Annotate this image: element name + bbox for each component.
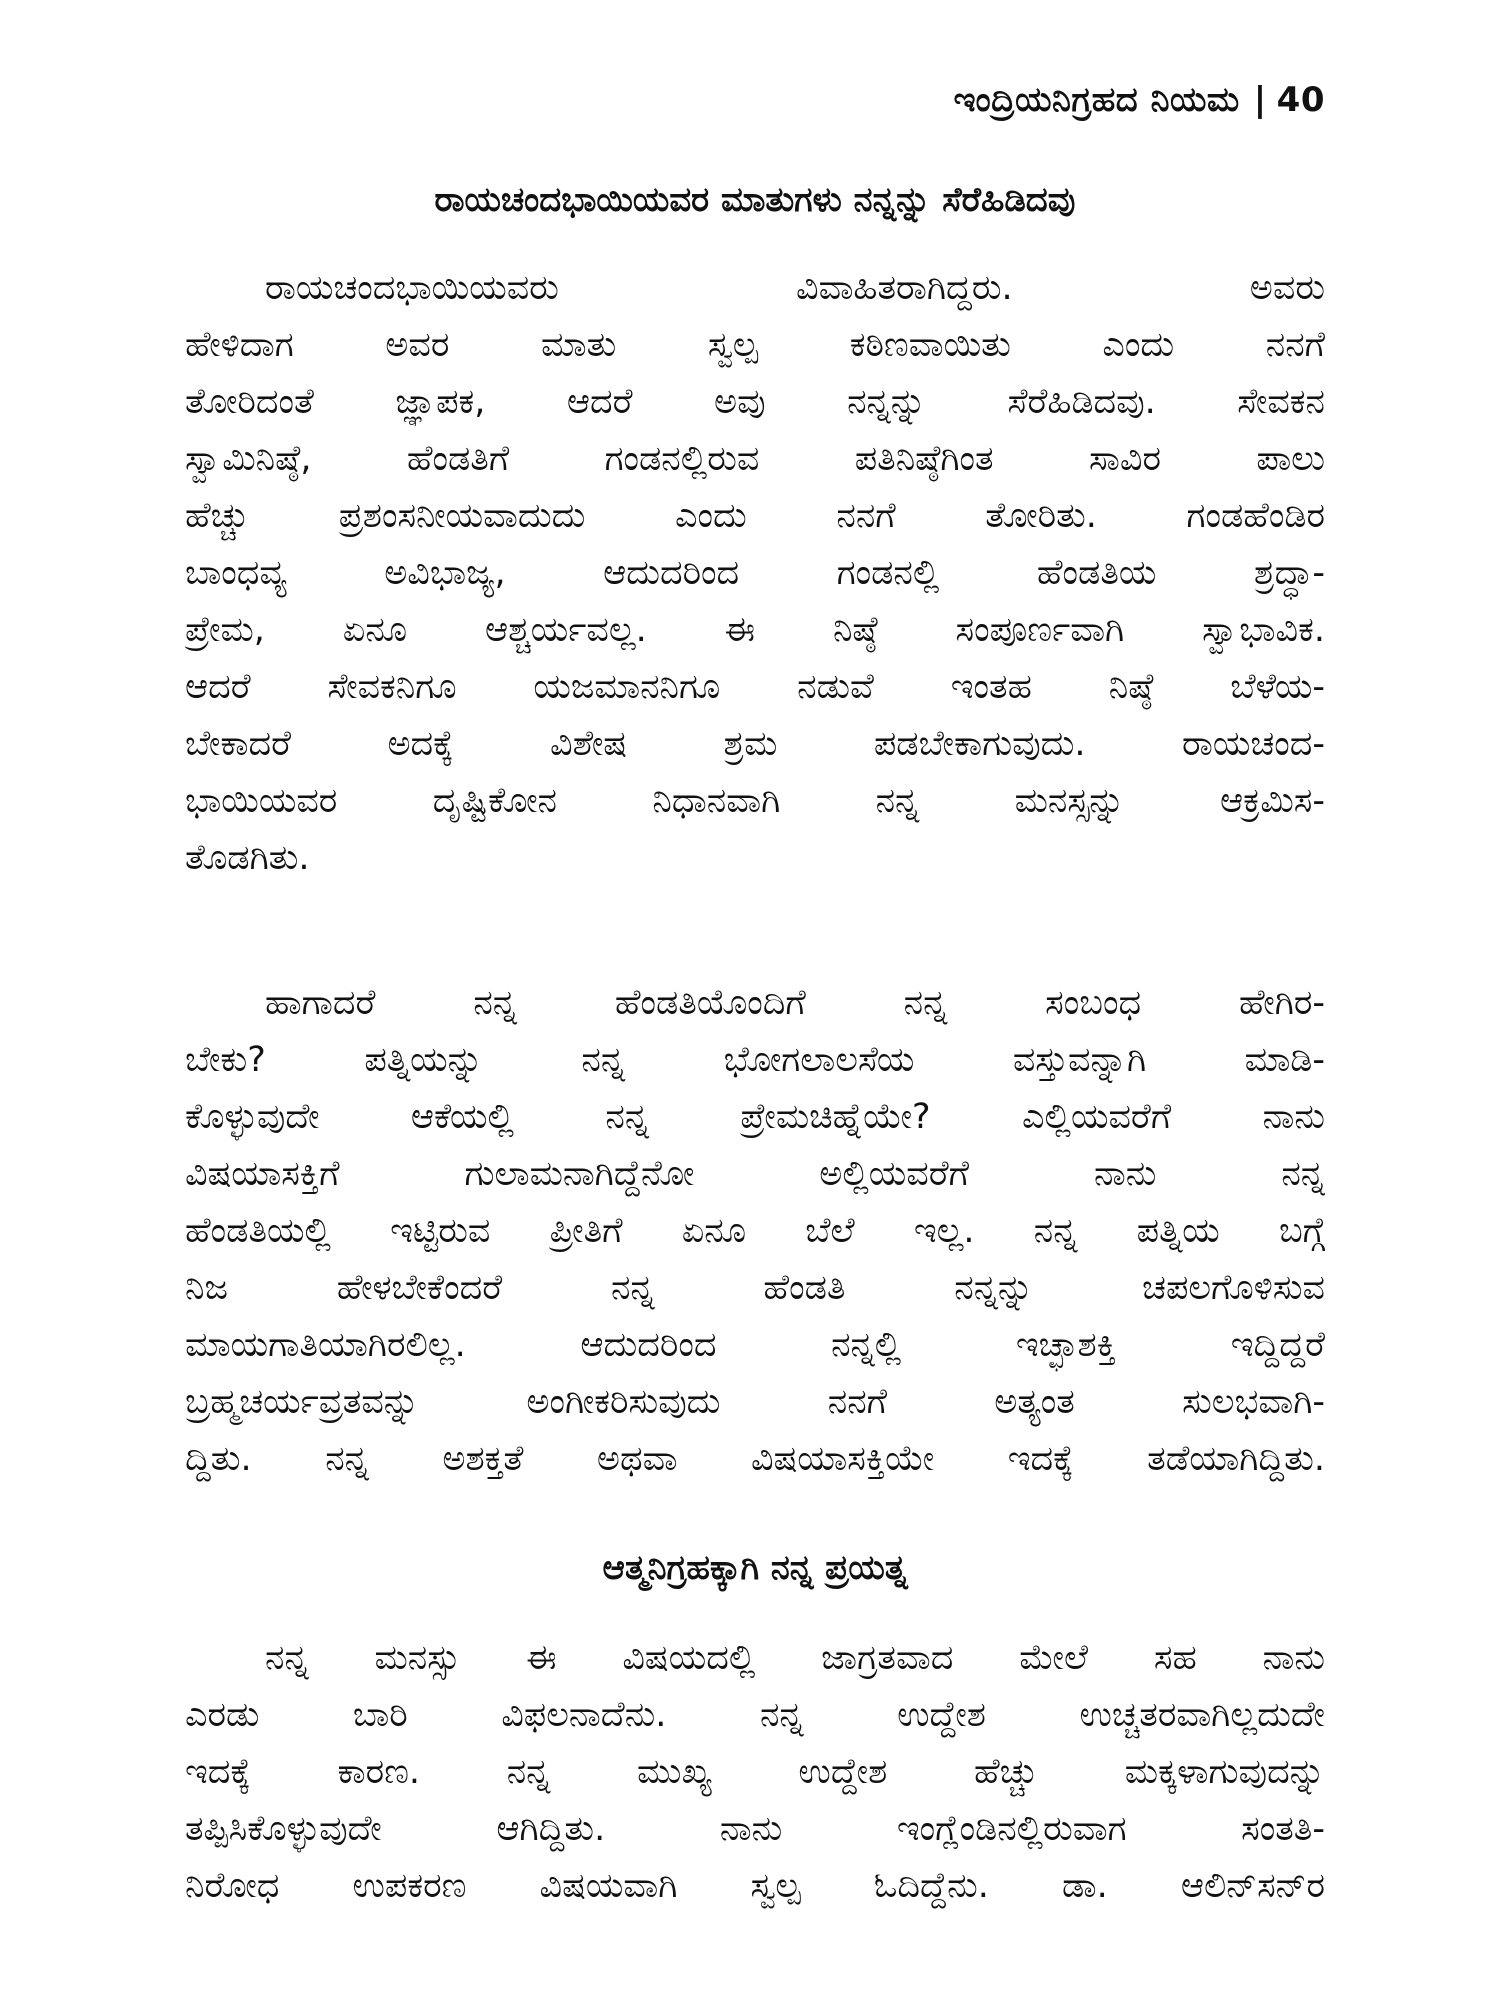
text-line: ಹಾಗಾದರೆ ನನ್ನ ಹೆಂಡತಿಯೊಂದಿಗೆ ನನ್ನ ಸಂಬಂಧ ಹೇಗಿರ- xyxy=(265,983,1325,1023)
text-line: ಹೆಂಡತಿಯಲ್ಲಿ ಇಟ್ಟಿರುವ ಪ್ರೀತಿಗೆ ಏನೂ ಬೆಲೆ ಇಲ್ಲ. ನನ್ನ ಪತ್ನಿಯ ಬಗ್ಗೆ xyxy=(185,1211,1325,1251)
text-line: ತೊಡಗಿತು. xyxy=(185,838,310,878)
text-line: ಪ್ರೇಮ, ಏನೂ ಆಶ್ಚರ್ಯವಲ್ಲ. ಈ ನಿಷ್ಠೆ ಸಂಪೂರ್ಣವಾಗಿ ಸ್ವಾಭಾವಿಕ. xyxy=(185,610,1325,650)
book-page xyxy=(185,70,1325,1970)
text-line: ಬೇಕಾದರೆ ಅದಕ್ಕೆ ವಿಶೇಷ ಶ್ರಮ ಪಡಬೇಕಾಗುವುದು. ರಾಯಚಂದ- xyxy=(185,724,1325,764)
text-line: ತೋರಿದಂತೆ ಜ್ಞಾಪಕ, ಆದರೆ ಅವು ನನ್ನನ್ನು ಸೆರೆಹಿಡಿದವು. ಸೇವಕನ xyxy=(185,382,1325,422)
page-number: 40 xyxy=(1276,80,1325,120)
text-line: ಸ್ವಾಮಿನಿಷ್ಠೆ, ಹೆಂಡತಿಗೆ ಗಂಡನಲ್ಲಿರುವ ಪತಿನಿಷ್ಠೆಗಿಂತ ಸಾವಿರ ಪಾಲು xyxy=(185,439,1325,479)
section-heading: ಆತ್ಮನಿಗ್ರಹಕ್ಕಾಗಿ ನನ್ನ ಪ್ರಯತ್ನ xyxy=(602,1548,908,1588)
text-line: ಮಾಯಗಾತಿಯಾಗಿರಲಿಲ್ಲ. ಆದುದರಿಂದ ನನ್ನಲ್ಲಿ ಇಚ್ಛಾಶಕ್ತಿ ಇದ್ದಿದ್ದರೆ xyxy=(185,1325,1325,1365)
text-line: ಬೇಕು? ಪತ್ನಿಯನ್ನು ನನ್ನ ಭೋಗಲಾಲಸೆಯ ವಸ್ತುವನ್ನಾಗಿ ಮಾಡಿ- xyxy=(185,1040,1325,1080)
text-line: ದ್ದಿತು. ನನ್ನ ಅಶಕ್ತತೆ ಅಥವಾ ವಿಷಯಾಸಕ್ತಿಯೇ ಇದಕ್ಕೆ ತಡೆಯಾಗಿದ್ದಿತು. xyxy=(185,1439,1325,1479)
section-heading: ರಾಯಚಂದಭಾಯಿಯವರ ಮಾತುಗಳು ನನ್ನನ್ನು ಸೆರೆಹಿಡಿದವು xyxy=(434,180,1076,220)
running-header xyxy=(953,80,1325,120)
paragraph xyxy=(185,975,1325,1488)
text-line: ನನ್ನ ಮನಸ್ಸು ಈ ವಿಷಯದಲ್ಲಿ ಜಾಗ್ರತವಾದ ಮೇಲೆ ಸಹ ನಾನು xyxy=(265,1638,1325,1678)
text-line: ಬಾಂಧವ್ಯ ಅವಿಭಾಜ್ಯ, ಆದುದರಿಂದ ಗಂಡನಲ್ಲಿ ಹೆಂಡತಿಯ ಶ್ರದ್ಧಾ- xyxy=(185,553,1325,593)
text-line: ಎರಡು ಬಾರಿ ವಿಫಲನಾದೆನು. ನನ್ನ ಉದ್ದೇಶ ಉಚ್ಚತರವಾಗಿಲ್ಲದುದೇ xyxy=(185,1695,1325,1735)
paragraph xyxy=(185,1630,1325,1915)
text-line: ನಿಜ ಹೇಳಬೇಕೆಂದರೆ ನನ್ನ ಹೆಂಡತಿ ನನ್ನನ್ನು ಚಪಲಗೊಳಿಸುವ xyxy=(185,1268,1325,1308)
text-line: ರಾಯಚಂದಭಾಯಿಯವರು ವಿವಾಹಿತರಾಗಿದ್ದರು. ಅವರು xyxy=(265,268,1325,308)
paragraph xyxy=(185,260,1325,887)
text-line: ಹೆಚ್ಚು ಪ್ರಶಂಸನೀಯವಾದುದು ಎಂದು ನನಗೆ ತೋರಿತು. ಗಂಡಹೆಂಡಿರ xyxy=(185,496,1325,536)
chapter-title: ಇಂದ್ರಿಯನಿಗ್ರಹದ ನಿಯಮ xyxy=(953,80,1240,120)
text-line: ತಪ್ಪಿಸಿಕೊಳ್ಳುವುದೇ ಆಗಿದ್ದಿತು. ನಾನು ಇಂಗ್ಲೆಂಡಿನಲ್ಲಿರುವಾಗ ಸಂತತಿ- xyxy=(185,1809,1325,1849)
text-line: ಭಾಯಿಯವರ ದೃಷ್ಟಿಕೋನ ನಿಧಾನವಾಗಿ ನನ್ನ ಮನಸ್ಸನ್ನು ಆಕ್ರಮಿಸ- xyxy=(185,781,1325,821)
text-line: ನಿರೋಧ ಉಪಕರಣ ವಿಷಯವಾಗಿ ಸ್ವಲ್ಪ ಓದಿದ್ದೆನು. ಡಾ. ಆಲಿನ್‌ಸನ್‌ರ xyxy=(185,1866,1325,1906)
header-separator: | xyxy=(1253,80,1267,120)
text-line: ಇದಕ್ಕೆ ಕಾರಣ. ನನ್ನ ಮುಖ್ಯ ಉದ್ದೇಶ ಹೆಚ್ಚು ಮಕ್ಕಳಾಗುವುದನ್ನು xyxy=(185,1752,1325,1792)
text-line: ವಿಷಯಾಸಕ್ತಿಗೆ ಗುಲಾಮನಾಗಿದ್ದೆನೋ ಅಲ್ಲಿಯವರೆಗೆ ನಾನು ನನ್ನ xyxy=(185,1154,1325,1194)
text-line: ಆದರೆ ಸೇವಕನಿಗೂ ಯಜಮಾನನಿಗೂ ನಡುವೆ ಇಂತಹ ನಿಷ್ಠೆ ಬೆಳೆಯ- xyxy=(185,667,1325,707)
text-line: ಕೊಳ್ಳುವುದೇ ಆಕೆಯಲ್ಲಿ ನನ್ನ ಪ್ರೇಮಚಿಹ್ನೆಯೇ? ಎಲ್ಲಿಯವರೆಗೆ ನಾನು xyxy=(185,1097,1325,1137)
text-line: ಬ್ರಹ್ಮಚರ್ಯವ್ರತವನ್ನು ಅಂಗೀಕರಿಸುವುದು ನನಗೆ ಅತ್ಯಂತ ಸುಲಭವಾಗಿ- xyxy=(185,1382,1325,1422)
text-line: ಹೇಳಿದಾಗ ಅವರ ಮಾತು ಸ್ವಲ್ಪ ಕಠಿಣವಾಯಿತು ಎಂದು ನನಗೆ xyxy=(185,325,1325,365)
